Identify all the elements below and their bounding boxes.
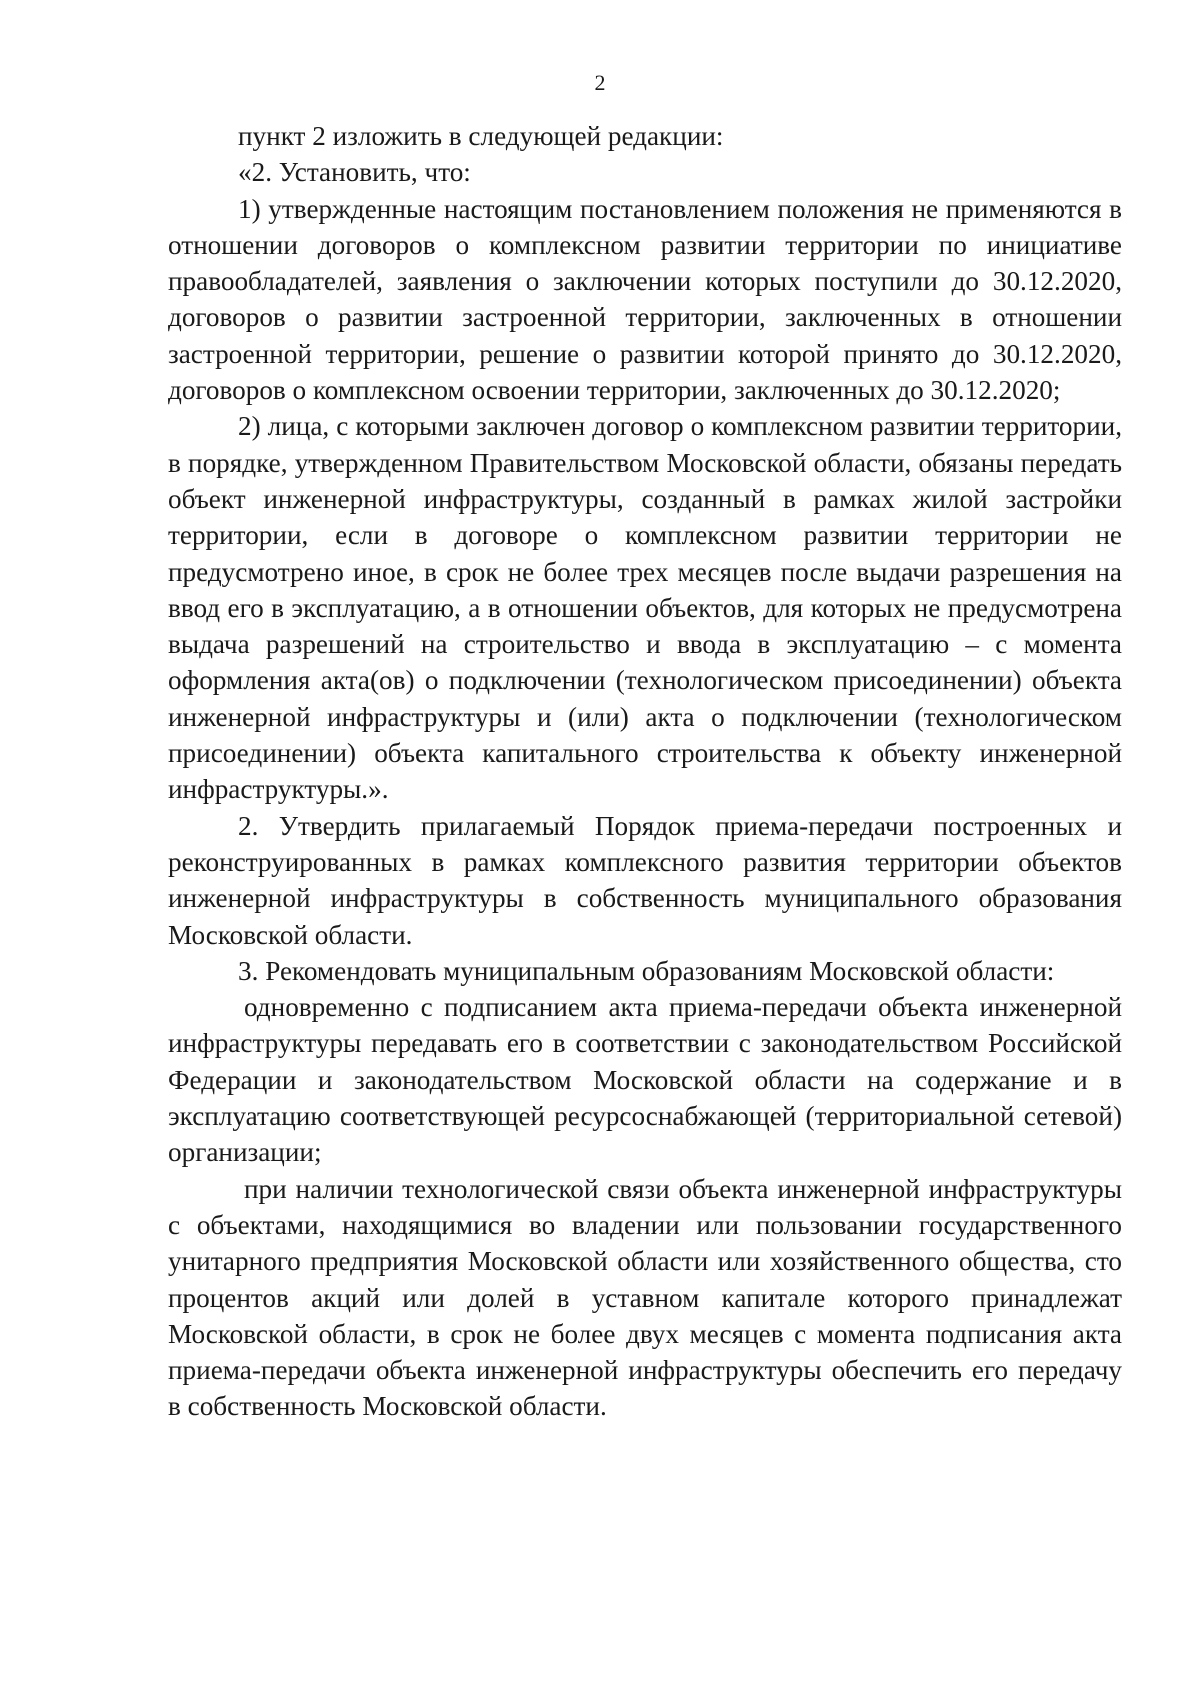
paragraph-point-2: 2. Утвердить прилагаемый Порядок приема-передачи построенных и реконструированных в рамках комплексного развития территории объектов инженерной инфраструктуры в собственность муниципального образования Московской области.: [168, 810, 1122, 950]
paragraph-subitem-2: 2) лица, с которыми заключен договор о комплексном развитии территории, в порядке, утвержденном Правительством Московской области, обязаны передать объект инженерной инфраструктуры, созданный в рамках жилой застройки территории, если в договоре о комплексном развитии территории не предусмотрено иное, в срок не более трех месяцев после выдачи разрешения на ввод его в эксплуатацию, а в отношении объектов, для которых не предусмотрена выдача разрешений на строительство и ввода в эксплуатацию – с момента оформления акта(ов) о подключении (технологическом присоединении) объекта инженерной инфраструктуры и (или) акта о подключении (технологическом присоединении) объекта капитального строительства к объекту инженерной инфраструктуры.».: [168, 411, 1122, 805]
paragraph-subitem-1: 1) утвержденные настоящим постановлением положения не применяются в отношении договоров о комплексном развитии территории по инициативе правообладателей, заявления о заключении которых поступили до 30.12.2020, договоров о развитии застроенной территории, заключенных в отношении застроенной территории, решение о развитии которой принято до 30.12.2020, договоров о комплексном освоении территории, заключенных до 30.12.2020;: [168, 193, 1122, 406]
paragraph-intro: пункт 2 изложить в следующей редакции:: [238, 121, 724, 151]
page-number: 2: [594, 70, 606, 95]
paragraph-point-3: 3. Рекомендовать муниципальным образованиям Московской области:: [238, 955, 1055, 986]
document-body: [168, 118, 1122, 1425]
paragraph-point-3-clause-1: одновременно с подписанием акта приема-передачи объекта инженерной инфраструктуры передавать его в соответствии с законодательством Российской Федерации и законодательством Московской области на содержание и в эксплуатацию соответствующей ресурсоснабжающей (территориальной сетевой) организации;: [168, 992, 1122, 1168]
paragraph-item-2-header: «2. Установить, что:: [238, 157, 471, 188]
paragraph-point-3-clause-2: при наличии технологической связи объекта инженерной инфраструктуры с объектами, находящимися во владении или пользовании государственного унитарного предприятия Московской области или хозяйственного общества, сто процентов акций или долей в уставном капитале которого принадлежат Московской области, в срок не более двух месяцев с момента подписания акта приема-передачи объекта инженерной инфраструктуры обеспечить его передачу в собственность Московской области.: [168, 1173, 1122, 1422]
